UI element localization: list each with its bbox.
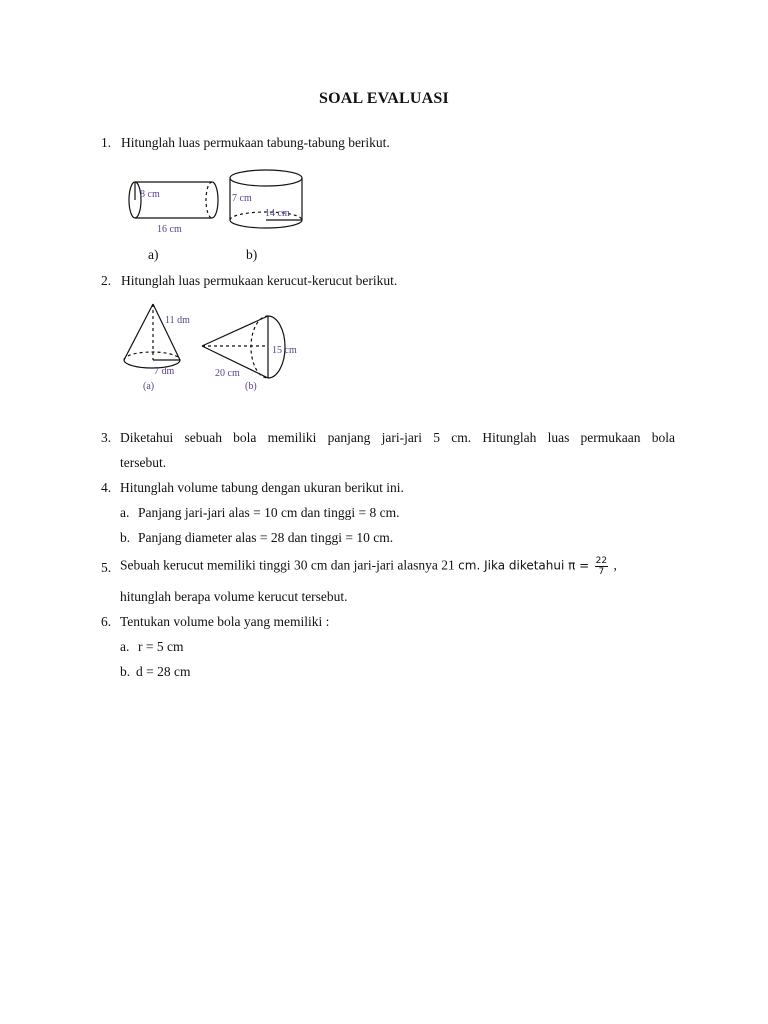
cone-a-caption: (a) (143, 381, 155, 392)
q6-number: 6. (101, 614, 112, 629)
q1-caption-b: b) (246, 247, 258, 262)
q2-cones-figure (118, 300, 308, 398)
q6-text: Tentukan volume bola yang memiliki : (120, 614, 330, 629)
q2-number: 2. (101, 273, 112, 288)
q6-b-label: b. (120, 664, 131, 679)
q4-a-text: Panjang jari-jari alas = 10 cm dan tinggi = 8 cm. (138, 505, 400, 520)
cone-a-radius-label: 7 dm (154, 366, 175, 377)
cone-b-height-label: 20 cm (215, 368, 240, 379)
q4-b-label: b. (120, 530, 131, 545)
q3-number: 3. (101, 430, 112, 445)
q5-frac-denominator: 7 (598, 567, 605, 577)
q6-b-text: d = 28 cm (136, 664, 191, 679)
cone-a-slant-label: 11 dm (165, 315, 190, 326)
q4-a-label: a. (120, 505, 130, 520)
q5-frac-numerator: 22 (595, 556, 608, 566)
q4-b-text: Panjang diameter alas = 28 dan tinggi = 10 cm. (138, 530, 394, 545)
q3-text-line2: tersebut. (120, 455, 167, 470)
cone-b-diameter-label: 15 cm (272, 345, 297, 356)
q1-text: Hitunglah luas permukaan tabung-tabung berikut. (121, 135, 390, 150)
q5-text-main: Sebuah kerucut memiliki tinggi 30 cm dan jari-jari alasnya 21 (120, 557, 455, 573)
q3-text-line1: Diketahui sebuah bola memiliki panjang jari-jari 5 cm. Hitunglah luas permukaan bola (120, 430, 675, 445)
q5-text-sans: cm. Jika diketahui π = (458, 558, 590, 573)
q4-number: 4. (101, 480, 112, 495)
q6-a-label: a. (120, 639, 130, 654)
cone-a-shape (124, 304, 180, 368)
page-title: SOAL EVALUASI (319, 90, 449, 107)
q6-a-text: r = 5 cm (138, 639, 184, 654)
q5-comma: , (613, 557, 617, 573)
cylinder-b-diameter-label: 14 cm (265, 208, 290, 219)
q2-text: Hitunglah luas permukaan kerucut-kerucut berikut. (121, 273, 398, 288)
q5-line2: hitunglah berapa volume kerucut tersebut. (120, 589, 348, 604)
q5-line1 (120, 556, 617, 577)
cylinder-b-height-label: 7 cm (232, 193, 252, 204)
q5-number: 5. (101, 560, 112, 575)
cylinder-a-radius-label: 8 cm (140, 189, 160, 200)
cone-b-caption: (b) (245, 381, 257, 392)
q1-number: 1. (101, 135, 112, 150)
cylinder-a-length-label: 16 cm (157, 224, 182, 235)
q5-pi-fraction (595, 556, 608, 577)
q1-cylinders-figure (120, 168, 310, 238)
q4-text: Hitunglah volume tabung dengan ukuran berikut ini. (120, 480, 404, 495)
q1-caption-a: a) (148, 247, 159, 262)
cylinder-a-shape (129, 182, 218, 218)
